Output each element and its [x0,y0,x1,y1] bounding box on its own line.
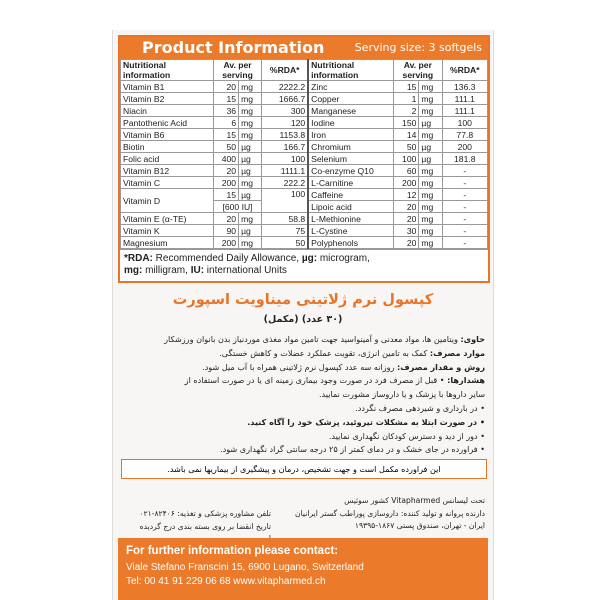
nutrient-name: L-Cystine [308,225,393,237]
table-row [121,225,488,237]
manufacturer-info [275,495,485,533]
table-row [121,189,488,201]
nutrient-unit: mg [419,213,442,225]
nutrient-unit: mg [239,93,262,105]
col-header-rda-2: %RDA* [442,60,487,81]
nutrient-rda: 300 [262,105,308,117]
product-leaflet [112,30,494,600]
nutrient-amount: 200 [213,177,238,189]
nutrient-name: Polyphenols [308,237,393,249]
iu-def: international Units [204,265,287,276]
warning-5: • دور از دید و دسترس کودکان نگهداری نمایید. [328,430,485,441]
nutrient-amount: 20 [394,201,419,213]
expiry-note: تاریخ انقضا بر روی بسته بندی درج گردیده [139,521,271,531]
nutrient-name: Magnesium [121,237,214,249]
nutrient-rda: 1111.1 [262,165,308,177]
nutrient-rda: 77.8 [442,129,487,141]
nutrient-amount: 200 [394,177,419,189]
license-line: تحت لیسانس Vitapharmed کشور سوئیس [344,496,485,505]
rda-def: Recommended Daily Allowance, [152,253,302,264]
table-row [121,81,488,93]
nutrient-unit: mg [419,81,442,93]
nutrient-rda: - [442,201,487,213]
rda-note [120,249,488,281]
table-row [121,129,488,141]
nutrition-table [120,59,488,249]
nutrient-name: L-Carnitine [308,177,393,189]
persian-description [121,333,485,457]
supplement-notice: این فراورده مکمل است و جهت تشخیص، درمان و پیشگیری از بیماریها نمی باشد. [121,459,487,479]
serving-size: Serving size: 3 softgels [354,41,482,54]
usage-line [121,347,485,361]
warning-4 [121,416,485,430]
nutrient-rda: 1153.8 [262,129,308,141]
nutrient-unit: µg [419,141,442,153]
contains-text: ویتامین ها، مواد معدنی و آمینواسید جهت تامین مواد مغذی موردنیاز بدن بانوان ورزشکار [164,334,461,344]
dose-label: روش و مقدار مصرف: [397,361,485,372]
nutrient-rda: - [442,237,487,249]
nutrient-rda: 111.1 [442,93,487,105]
nutrient-unit: mg [239,129,262,141]
nutrient-unit: mg [239,213,262,225]
nutrient-name: Iron [308,129,393,141]
nutrient-amount: 50 [394,141,419,153]
nutrient-unit: µg [239,189,262,201]
contains-line [121,333,485,347]
col-header-av: Av. per serving [213,60,261,81]
nutrient-unit: mg [239,237,262,249]
col-header-av-2: Av. per serving [394,60,442,81]
nutrient-rda: 100 [442,117,487,129]
nutrient-name: Pantothenic Acid [121,117,214,129]
nutrient-unit: µg [419,153,442,165]
nutrient-name: Vitamin B6 [121,129,214,141]
nutrient-name: Manganese [308,105,393,117]
contact-phone-web: Tel: 00 41 91 229 06 68 www.vitapharmed.ch [126,576,326,587]
rda-abbr: *RDA: [124,253,153,264]
table-row [121,237,488,249]
nutrient-amount: 20 [394,237,419,249]
table-header-row [121,60,488,81]
nutrient-name: Copper [308,93,393,105]
nutrient-name: Vitamin B1 [121,81,214,93]
dose-text: روزانه سه عدد کپسول نرم ژلاتینی همراه با آب میل شود. [202,361,398,372]
nutrient-unit: mg [419,189,442,201]
nutrient-rda: 111.1 [442,105,487,117]
nutrient-rda: - [442,177,487,189]
ug-def: microgram, [317,253,370,264]
product-information-box [118,35,490,283]
nutrient-name: Vitamin K [121,225,214,237]
nutrient-amount: 15 [213,129,238,141]
nutrient-rda: - [442,213,487,225]
col-header-name: Nutritional information [121,60,214,81]
nutrient-unit: mg [419,129,442,141]
product-info-header [120,37,488,59]
nutrient-unit: µg [239,225,262,237]
nutrient-amount: 150 [394,117,419,129]
nutrient-rda: 58.8 [262,213,308,225]
nutrient-unit: mg [419,201,442,213]
nutrient-amount: 90 [213,225,238,237]
nutrient-unit: µg [239,141,262,153]
nutrient-rda: 166.7 [262,141,308,153]
nutrient-amount: 15 [394,81,419,93]
col-header-name-2: Nutritional information [308,60,393,81]
warning-6: • فراورده در جای خشک و در دمای کمتر از ۲۵ درجه سانتی گراد نگهداری شود. [220,444,485,455]
nutrient-amount: 20 [213,81,238,93]
nutrient-name: Biotin [121,141,214,153]
nutrient-amount: 12 [394,189,419,201]
nutrient-amount: 100 [394,153,419,165]
nutrient-rda: 100 [262,153,308,165]
nutrient-name: Chromium [308,141,393,153]
nutrient-unit: mg [419,165,442,177]
manufacturer-line: دارنده پروانه و تولید کننده: داروسازی پوراطب گستر ایرانیان [295,508,485,518]
warnings-line [121,374,485,388]
address-line: ایران - تهران، صندوق پستی ۱۸۶۷-۱۹۳۹۵ [354,521,485,530]
nutrient-rda: - [442,165,487,177]
usage-label: موارد مصرف: [429,347,485,358]
nutrient-rda: - [442,225,487,237]
persian-product-title: کپسول نرم ژلاتینی میناویت اسپورت [172,292,434,308]
ug-abbr: µg: [301,253,318,264]
nutrient-unit: mg [419,105,442,117]
table-row [121,153,488,165]
nutrient-unit: mg [239,81,262,93]
warning-2: سایر داروها با پزشک و یا داروساز مشورت نمایید. [318,389,485,400]
nutrient-name: Niacin [121,105,214,117]
nutrient-amount: 20 [213,165,238,177]
nutrient-rda: - [442,189,487,201]
nutrient-amount: 15 [213,189,238,201]
nutrient-unit: µg [239,165,262,177]
nutrient-amount: 60 [394,165,419,177]
nutrient-rda: 222.2 [262,177,308,189]
nutrient-rda: 50 [262,237,308,249]
table-row [121,213,488,225]
table-row [121,93,488,105]
nutrient-rda: 120 [262,117,308,129]
usage-text: کمک به تامین انرژی، تقویت عملکرد عضلات و کاهش خستگی. [219,347,430,358]
warning-4-text: • در صورت ابتلا به مشکلات تیروئید، پزشک خود را آگاه کنید. [247,416,485,427]
warning-3: • در بارداری و شیردهی مصرف نگردد. [355,402,485,413]
nutrient-unit: mg [239,177,262,189]
nutrient-amount: 200 [213,237,238,249]
nutrient-amount: 30 [394,225,419,237]
nutrient-unit: mg [419,225,442,237]
warnings-label: هشدارها: [447,375,485,386]
nutrient-amount: 1 [394,93,419,105]
nutrient-rda: 1666.7 [262,93,308,105]
nutrient-unit: mg [419,177,442,189]
nutrient-name: Lipoic acid [308,201,393,213]
nutrient-name: Vitamin C [121,177,214,189]
nutrient-name: Vitamin D [121,189,214,213]
nutrient-unit: µg [419,117,442,129]
nutrient-name: Folic acid [121,153,214,165]
nutrient-name: Vitamin B12 [121,165,214,177]
dose-line [121,361,485,375]
nutrient-unit: µg [239,153,262,165]
mg-abbr: mg: [124,265,143,276]
nutrient-unit: mg [419,93,442,105]
col-header-rda: %RDA* [262,60,308,81]
nutrient-unit: mg [239,117,262,129]
nutrient-amount: 400 [213,153,238,165]
iu-abbr: IU: [190,265,205,276]
nutrient-amount: 6 [213,117,238,129]
nutrient-name: Vitamin E (α-TE) [121,213,214,225]
table-row [121,105,488,117]
contains-label: حاوی: [460,334,485,344]
nutrient-name: Zinc [308,81,393,93]
nutrient-rda: 136.3 [442,81,487,93]
nutrient-name: Vitamin B2 [121,93,214,105]
contact-heading: For further information please contact: [126,545,339,557]
nutrient-iu: [600 IU] [213,201,261,213]
nutrient-unit: mg [239,105,262,117]
nutrient-name: L-Methionine [308,213,393,225]
nutrient-amount: 14 [394,129,419,141]
nutrient-name: Caffeine [308,189,393,201]
persian-product-subtitle: (۳۰ عدد) (مکمل) [263,314,343,325]
nutrient-amount: 15 [213,93,238,105]
nutrient-name: Co-enzyme Q10 [308,165,393,177]
product-info-title: Product Information [142,38,325,57]
nutrient-rda: 200 [442,141,487,153]
consult-phone: تلفن مشاوره پزشکی و تغذیه: ۸۲۴۰۶-۰۲۱ [139,509,271,518]
nutrient-rda: 75 [262,225,308,237]
nutrient-amount: 50 [213,141,238,153]
warning-1: • قبل از مصرف فرد در صورت وجود بیماری زمینه ای یا در صورت استفاده از [184,375,448,386]
nutrient-rda: 2222.2 [262,81,308,93]
nutrient-rda: 181.8 [442,153,487,165]
table-row [121,165,488,177]
mg-def: milligram, [142,265,191,276]
nutrient-amount: 20 [394,213,419,225]
table-row [121,117,488,129]
nutrient-rda: 100 [262,189,308,213]
nutrient-name: Iodine [308,117,393,129]
contact-footer [118,538,488,600]
nutrient-amount: 36 [213,105,238,117]
nutrient-unit: mg [419,237,442,249]
nutrient-amount: 20 [213,213,238,225]
contact-address: Viale Stefano Franscini 15, 6900 Lugano, Switzerland [126,562,364,573]
nutrient-amount: 2 [394,105,419,117]
table-row [121,177,488,189]
table-row [121,141,488,153]
nutrient-name: Selenium [308,153,393,165]
